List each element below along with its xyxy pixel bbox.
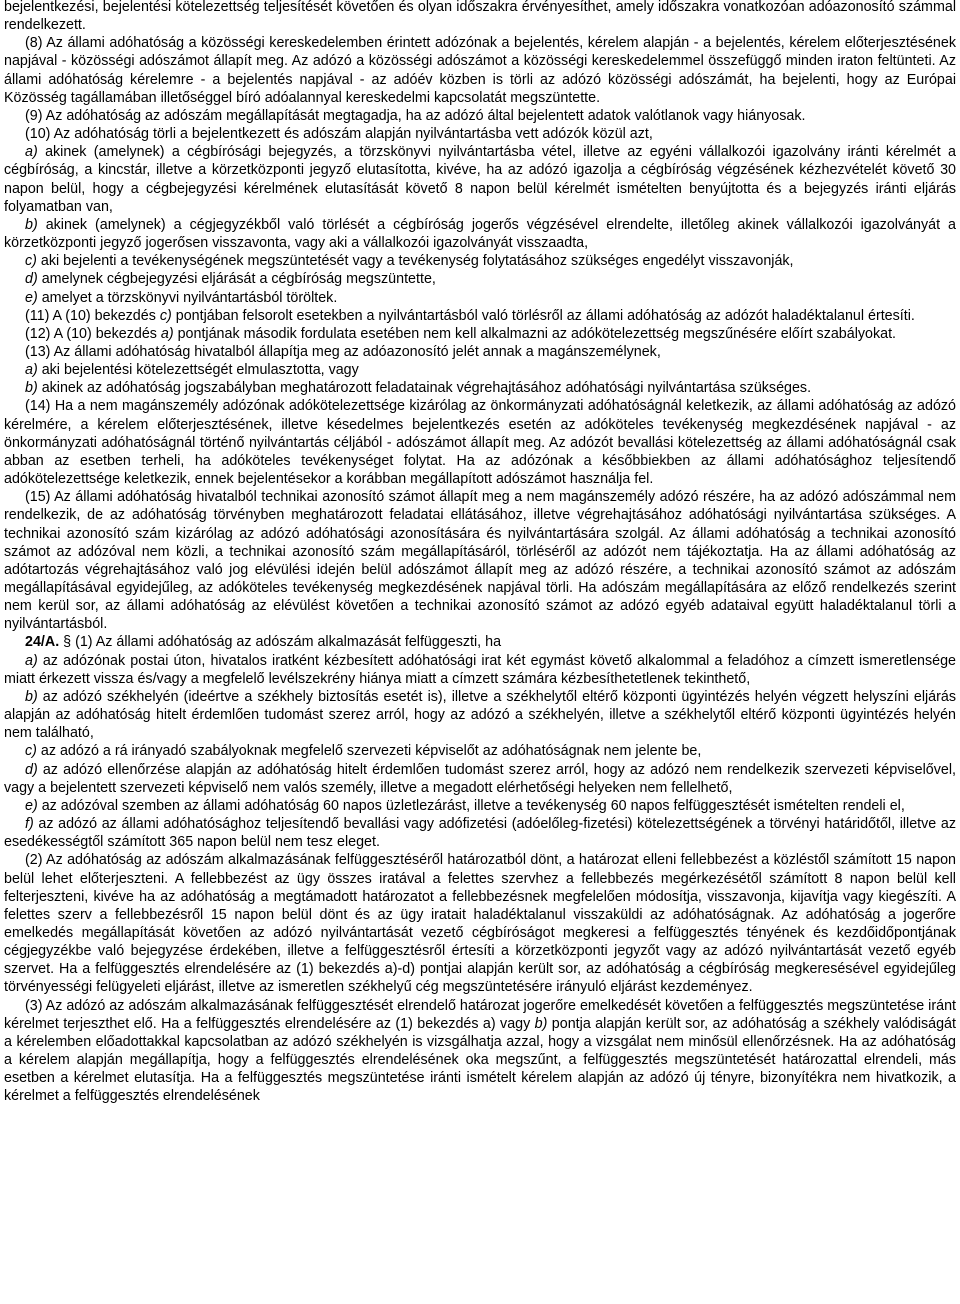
paragraph-text: akinek az adóhatóság jogszabályban meghatározott feladatainak végrehajtásához adóhatósági nyilvántartása szükséges.	[37, 380, 812, 397]
paragraph-text: pontjában felsorolt esetekben a nyilvántartásból való törlésről az állami adóhatóság az adózót haladéktalanul értesíti.	[171, 307, 915, 324]
paragraph	[4, 997, 956, 1106]
list-marker: a)	[25, 652, 38, 669]
paragraph	[4, 488, 956, 633]
paragraph	[4, 252, 956, 270]
paragraph	[4, 761, 956, 797]
paragraph	[4, 216, 956, 252]
list-marker: a)	[25, 362, 38, 379]
list-marker: d)	[25, 271, 38, 288]
paragraph-text: az adózó ellenőrzése alapján az adóhatóság hitelt érdemlően tudomást szerez arról, hogy az adózó nem rendelkezik szervezeti képviselővel, vagy a bejelentett szervezeti képviselő nem valós személy, illetve a megadott elérhetőségi helyeken nem fellelhető,	[4, 761, 956, 796]
list-marker: e)	[25, 797, 38, 814]
list-marker: e)	[25, 289, 38, 306]
paragraph-text: (9) Az adóhatóság az adószám megállapítását megtagadja, ha az adózó által bejelentett adatok valótlanok vagy hiányosak.	[25, 107, 806, 124]
paragraph-text: (2) Az adóhatóság az adószám alkalmazásának felfüggesztéséről határozatból dönt, a határozat elleni fellebbezést a közléstől számított 15 napon belül lehet előterjeszteni. A fellebbezést az ügy összes iratával a felettes szervhez a fellebbezés megérkezésétől számított 8 napon belül kell felterjeszteni, kivéve ha az adóhatóság a megtámadott határozatot a fellebbezésnek megfelelően módosítja, visszavonja, kijavítja vagy kiegészíti. A felettes szerv a fellebbezésről 15 napon belül dönt és az ügy iratait haladéktalanul visszaküldi az adóhatóságnak. Az adóhatóság a jogerőre emelkedés megállapítását követően az adózó nyilvántartását vezető cégbíróságot megkeresi a felfüggesztés tényének és kezdőidőpontjának cégjegyzékbe való bejegyzése érdekében, illetve a felfüggesztésről értesíti a körzetközponti jegyzőt vagy az adózó nyilvántartását vezető egyéb szervet. Ha a felfüggesztés elrendelésére az (1) bekezdés a)-d) pontjai alapján került sor, az adóhatóság a cégbíróság megkeresésével egyidejűleg törvényességi felügyeleti eljárást, illetve az ismeretlen székhelyű cég megszüntetésére irányuló eljárást kezdeményez.	[4, 852, 956, 996]
paragraph	[4, 343, 956, 361]
paragraph-text: bejelentkezési, bejelentési kötelezettség teljesítését követően és olyan időszakra érvényesíthet, amely időszakra vonatkozóan adóazonosító számmal rendelkezett.	[4, 0, 956, 34]
paragraph-text: (12) A (10) bekezdés	[25, 325, 161, 342]
paragraph-text: az adózóval szemben az állami adóhatóság 60 napos üzletlezárást, illetve a tevékenység 60 napos felfüggesztését ismételten rendeli el,	[37, 797, 905, 814]
paragraph	[4, 125, 956, 143]
paragraph	[4, 851, 956, 996]
document-page	[4, 0, 956, 1106]
paragraph-text: pontja alapján került sor, az adóhatóság a székhely valódiságát a kérelemben előadottakkal kapcsolatban az adózó székhelyén is vizsgálhatja azzal, hogy a vizsgálat nem minősül ellenőrzésnek. Ha az adóhatóság a kérelem alapján megállapítja, hogy a felfüggesztés elrendelésének oka megszűnt, a felfüggesztés megszüntetését határozattal elrendeli, más esetben a kérelmet elutasítja. Ha a felfüggesztés megszüntetése iránti ismételt kérelem alapján az adózó új tényre, bizonyítékra nem hivatkozik, a kérelmet a felfüggesztés elrendelésének	[4, 1015, 956, 1105]
paragraph-text: amelyet a törzskönyvi nyilvántartásból töröltek.	[37, 289, 338, 306]
list-marker: b)	[25, 216, 38, 233]
paragraph-text: (8) Az állami adóhatóság a közösségi kereskedelemben érintett adózónak a bejelentés, kérelem alapján - a bejelentés, kérelem előterjesztésének napjával - közösségi adószámot állapít meg. Az adózó a közösségi adószámot a közösségi kereskedelemmel összefüggő minden iraton feltünteti. Az állami adóhatóság kérelemre - a bejelentés napjával - az adóév közben is törli az adózó közösségi adószámát, ha bejelenti, hogy az Európai Közösség tagállamában illetőséggel bíró adóalannyal kereskedelmi kapcsolatát megszüntette.	[4, 35, 956, 106]
list-marker: a)	[160, 325, 174, 342]
paragraph	[4, 742, 956, 760]
section-number: 24/A.	[25, 634, 60, 651]
paragraph	[4, 325, 956, 343]
paragraph	[4, 815, 956, 851]
paragraph-text: amelynek cégbejegyzési eljárását a cégbíróság megszüntette,	[37, 271, 436, 288]
list-marker: c)	[159, 307, 172, 324]
paragraph	[4, 289, 956, 307]
paragraph	[4, 397, 956, 488]
paragraph	[4, 307, 956, 325]
list-marker: d)	[25, 761, 38, 778]
list-marker: c)	[25, 253, 37, 270]
paragraph-text: pontjának második fordulata esetében nem kell alkalmazni az adókötelezettség megszűnésére előírt szabályokat.	[173, 325, 897, 342]
paragraph-text: (10) Az adóhatóság törli a bejelentkezett és adószám alapján nyilvántartásba vett adózók közül azt,	[25, 126, 653, 143]
paragraph-text: (13) Az állami adóhatóság hivatalból állapítja meg az adóazonosító jelét annak a magánszemélynek,	[25, 343, 661, 360]
list-marker: b)	[534, 1015, 548, 1032]
paragraph-text: akinek (amelynek) a cégbírósági bejegyzés, a törzskönyvi nyilvántartásba vétel, illetve az egyéni vállalkozói igazolvány iránti kérelmét a cégbíróság, a kincstár, illetve a körzetközponti jegyző elutasította, kivéve, ha az adózó igazolja a cégbíróság végzésének kézhezvételét követő 30 napon belül, hogy a cégbejegyzési kérelmének elutasítását követő 8 napon belül kérelmét ismételten benyújtotta és a bejegyzés iránti eljárás folyamatban van,	[4, 144, 956, 215]
paragraph	[4, 34, 956, 107]
list-marker: c)	[25, 743, 37, 760]
paragraph	[4, 688, 956, 742]
list-marker: a)	[25, 144, 38, 161]
paragraph-text: § (1) Az állami adóhatóság az adószám alkalmazását felfüggeszti, ha	[59, 634, 502, 651]
paragraph	[4, 143, 956, 216]
paragraph-text: aki bejelentési kötelezettségét elmulasztotta, vagy	[37, 362, 359, 379]
list-marker: b)	[25, 380, 38, 397]
paragraph-text: (11) A (10) bekezdés	[25, 307, 160, 324]
paragraph-text: az adózónak postai úton, hivatalos iratként kézbesített adóhatósági irat két egymást követő alkalommal a feladóhoz a címzett ismeretlensége miatt érkezett vissza és/vagy a megfelelő levélszekrény hiánya miatt a címzett számára kézbesíthetetlenek tekinthető,	[4, 652, 956, 687]
paragraph	[4, 633, 956, 651]
paragraph	[4, 361, 956, 379]
list-marker: f)	[25, 816, 34, 833]
paragraph-text: akinek (amelynek) a cégjegyzékből való törlését a cégbíróság jogerős végzésével elrendelte, illetőleg akinek vállalkozói igazolványát a körzetközponti jegyző jogerősen visszavonta, vagy aki a vállalkozói igazolványát visszaadta,	[4, 216, 956, 252]
paragraph-text: az adózó a rá irányadó szabályoknak megfelelő szervezeti képviselőt az adóhatóságnak nem jelente be,	[36, 743, 702, 760]
list-marker: b)	[25, 688, 38, 705]
paragraph-text: (14) Ha a nem magánszemély adózónak adókötelezettsége kizárólag az önkormányzati adóhatóságnál keletkezik, az állami adóhatóság az adózó kérelmére, a kérelem előterjesztésének, illetve késedelmes bejelentkezés esetén az adóköteles tevékenység megkezdésének napjával - az önkormányzati adóhatóságnál történő nyilvántartás céljából - adószámot állapít meg. Az adózót bevallási kötelezettség az állami adóhatóságnál csak abban az esetben terheli, ha adóköteles tevékenységet folytat. Ha az adózónak a későbbiekben az állami adóhatósághoz teljesítendő adókötelezettsége keletkezik, ennek bejelentésekor a korábban megállapított adószámot használja fel.	[4, 398, 956, 488]
paragraph-text: aki bejelenti a tevékenységének megszüntetését vagy a tevékenység folytatásához szükséges engedélyt visszavonják,	[36, 253, 794, 270]
paragraph	[4, 379, 956, 397]
paragraph-text: az adózó az állami adóhatósághoz teljesítendő bevallási vagy adófizetési (adóelőleg-fizetési) kötelezettségének a törvényi határidőtől, illetve az esedékességtől számított 365 napon belül nem tesz eleget.	[4, 816, 956, 851]
paragraph	[4, 652, 956, 688]
paragraph	[4, 797, 956, 815]
paragraph	[4, 270, 956, 288]
paragraph	[4, 107, 956, 125]
paragraph-text: (15) Az állami adóhatóság hivatalból technikai azonosító számot állapít meg a nem magánszemély adózó részére, ha az adózó adószámmal nem rendelkezik, de az adóhatóság törvényben meghatározott feladatai ellátásához, illetve végrehajtásához adóhatósági nyilvántartása szükséges. A technikai azonosító szám kizárólag az adózó adóhatósági azonosítására és nyilvántartására szolgál. Az állami adóhatóság a technikai azonosító számot az adózóval nem közli, a technikai azonosító szám megállapításáról, törléséről az adózót nem tájékoztatja. Ha az állami adóhatóság az adótartozás végrehajtásához való jog elévülési idején belül adószámot állapít meg az adózó részére, a technikai azonosító számot az adószám megállapításával egyidejűleg, az adóköteles tevékenység megkezdésének napjával törli. Ha adószám megállapítására az előző rendelkezés szerint nem kerül sor, az állami adóhatóság az elévülést követően a technikai azonosító számot az adózó egyéb adataival együtt haladéktalanul törli a nyilvántartásból.	[4, 489, 956, 633]
paragraph-text: az adózó székhelyén (ideértve a székhely biztosítás esetét is), illetve a székhelytől eltérő központi ügyintézés helyén végzett helyszíni eljárás alapján az adóhatóság hitelt érdemlően tudomást szerez arról, hogy az adózó a székhelyén, illetve a székhelytől eltérő központi ügyintézés helyén nem található,	[4, 688, 956, 742]
paragraph	[4, 0, 956, 34]
paragraph-text: (3) Az adózó az adószám alkalmazásának felfüggesztését elrendelő határozat jogerőre emelkedését követően a felfüggesztés megszüntetése iránt kérelmet terjeszthet elő. Ha a felfüggesztés elrendelésére az (1) bekezdés a) vagy	[4, 997, 956, 1032]
